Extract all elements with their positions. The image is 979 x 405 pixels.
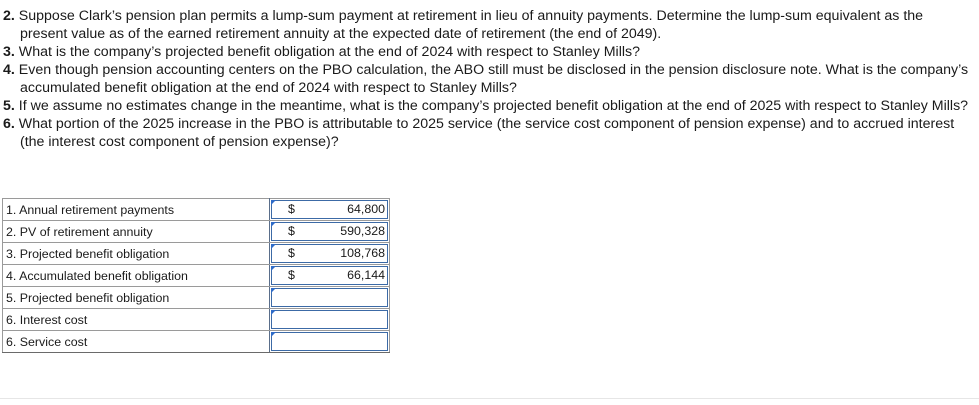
answer-row <box>3 221 390 243</box>
question-text: Even though pension accounting centers on the PBO calculation, the ABO still must be disclosed in the pension disclosure note. What is the company’s accumulated benefit obligation at the end of 2024 with respect to Stanley Mills? <box>18 62 969 96</box>
question-number: 6. <box>3 116 15 132</box>
answer-cell[interactable] <box>270 243 390 265</box>
question-2 <box>3 7 973 43</box>
divider <box>0 398 979 399</box>
answer-label: 3. Projected benefit obligation <box>3 243 270 265</box>
question-number: 4. <box>3 62 15 78</box>
currency-symbol: $ <box>288 246 295 260</box>
answer-label: 2. PV of retirement annuity <box>3 221 270 243</box>
cell-marker-icon <box>271 266 276 271</box>
answer-input[interactable] <box>271 310 388 329</box>
question-number: 3. <box>3 44 15 60</box>
answer-label: 1. Annual retirement payments <box>3 199 270 221</box>
answer-cell[interactable] <box>270 265 390 287</box>
answer-cell[interactable] <box>270 331 390 353</box>
answer-cell[interactable] <box>270 199 390 221</box>
answer-input[interactable] <box>271 288 388 307</box>
cell-marker-icon <box>271 332 276 337</box>
answer-value: 108,768 <box>340 246 385 260</box>
question-4 <box>3 61 973 97</box>
question-list <box>3 7 973 151</box>
cell-marker-icon <box>271 244 276 249</box>
answer-cell[interactable] <box>270 287 390 309</box>
question-text: What portion of the 2025 increase in the PBO is attributable to 2025 service (the service cost component of pension expense) and to accrued interest (the interest cost component of pension expense)? <box>18 116 955 150</box>
answer-row <box>3 331 390 353</box>
answer-row <box>3 287 390 309</box>
answer-value: 66,144 <box>347 268 385 282</box>
question-3 <box>3 43 973 61</box>
currency-symbol: $ <box>288 202 295 216</box>
question-number: 5. <box>3 98 15 114</box>
answer-table <box>2 198 390 353</box>
answer-label: 5. Projected benefit obligation <box>3 287 270 309</box>
answer-cell[interactable] <box>270 221 390 243</box>
question-text: If we assume no estimates change in the meantime, what is the company’s projected benefit obligation at the end of 2025 with respect to Stanley Mills? <box>18 98 969 114</box>
answer-row <box>3 309 390 331</box>
answer-value: 590,328 <box>340 224 385 238</box>
cell-marker-icon <box>271 310 276 315</box>
answer-row <box>3 265 390 287</box>
question-text: Suppose Clark’s pension plan permits a lump-sum payment at retirement in lieu of annuity payments. Determine the lump-sum equivalent as the present value as of the earned retirement annuity at the expected date of retirement (the end of 2049). <box>18 8 924 42</box>
answer-row <box>3 243 390 265</box>
answer-value: 64,800 <box>347 202 385 216</box>
answer-label: 4. Accumulated benefit obligation <box>3 265 270 287</box>
cell-marker-icon <box>271 200 276 205</box>
question-number: 2. <box>3 8 15 24</box>
cell-marker-icon <box>271 222 276 227</box>
currency-symbol: $ <box>288 224 295 238</box>
answer-label: 6. Service cost <box>3 331 270 353</box>
answer-input[interactable] <box>271 332 388 351</box>
answer-label: 6. Interest cost <box>3 309 270 331</box>
question-5 <box>3 97 973 115</box>
question-6 <box>3 115 973 151</box>
answer-row <box>3 199 390 221</box>
question-text: What is the company’s projected benefit obligation at the end of 2024 with respect to Stanley Mills? <box>18 44 640 60</box>
cell-marker-icon <box>271 288 276 293</box>
answer-cell[interactable] <box>270 309 390 331</box>
currency-symbol: $ <box>288 268 295 282</box>
